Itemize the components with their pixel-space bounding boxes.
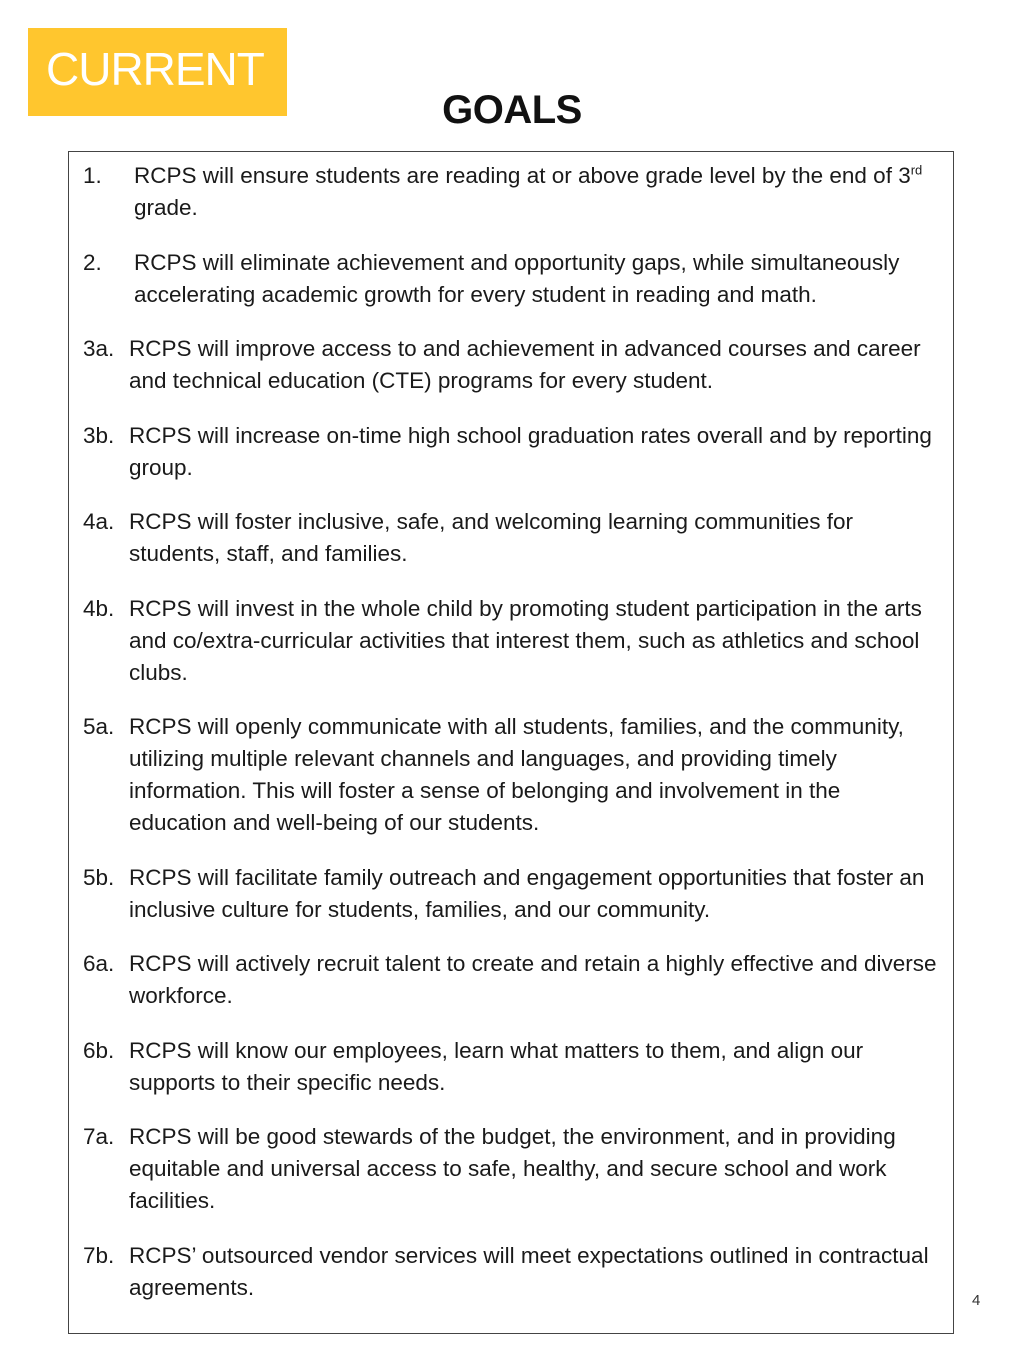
goal-text: RCPS will actively recruit talent to create and retain a highly effective and diverse workforce. [129,951,937,1008]
goal-item-6a [83,948,943,1012]
goal-item-4b [83,593,943,689]
page-title: GOALS [442,88,582,132]
goal-number: 4b. [83,595,115,621]
goal-item-5b [83,862,943,926]
goal-number: 3b. [83,422,115,448]
goal-text [134,160,943,224]
goal-text: RCPS will openly communicate with all students, families, and the community, utilizing multiple relevant channels and languages, and providing timely information. This will foster a sense of belonging and involvement in the education and well-being of our students. [129,714,904,835]
goal-text: RCPS will foster inclusive, safe, and welcoming learning communities for students, staff, and families. [129,509,854,566]
goal-number: 6b. [83,1037,115,1063]
goals-box [68,151,954,1334]
ordinal-suffix: rd [910,162,923,178]
goal-number: 4a. [83,509,115,534]
goal-item-4a [83,506,943,570]
goal-number: 7a. [83,1124,115,1149]
goal-item-3b [83,420,943,484]
goal-number: 6a. [83,951,115,976]
goal-item-7a [83,1121,943,1217]
goal-text-part: RCPS will ensure students are reading at or above grade level by the end of 3 [134,163,911,188]
goal-number: 7b. [83,1242,115,1268]
goal-text: RCPS will be good stewards of the budget, the environment, and in providing equitable and universal access to safe, healthy, and secure school and work facilities. [129,1124,896,1213]
goal-item-1 [83,160,943,224]
goal-text: RCPS will invest in the whole child by promoting student participation in the arts and co/extra-curricular activities that interest them, such as athletics and school clubs. [129,595,922,685]
goal-item-3a [83,333,943,397]
goals-list [83,160,943,1326]
goal-text: RCPS will improve access to and achievement in advanced courses and career and technical education (CTE) programs for every student. [129,336,921,393]
goal-number: 1. [83,163,102,188]
goal-number: 3a. [83,336,115,361]
goal-item-7b [83,1240,943,1304]
goal-item-2 [83,247,943,311]
page-number: 4 [972,1292,981,1309]
goal-text: RCPS’ outsourced vendor services will meet expectations outlined in contractual agreements. [129,1242,929,1300]
goal-text-part: grade. [134,195,198,220]
goal-item-6b [83,1035,943,1099]
goal-text: RCPS will know our employees, learn what matters to them, and align our supports to their specific needs. [129,1037,864,1095]
goal-text: RCPS will eliminate achievement and opportunity gaps, while simultaneously accelerating academic growth for every student in reading and math. [134,249,900,307]
goal-text: RCPS will increase on-time high school graduation rates overall and by reporting group. [129,422,932,480]
goal-text: RCPS will facilitate family outreach and engagement opportunities that foster an inclusive culture for students, families, and our community. [129,864,925,922]
badge-label: CURRENT [46,43,264,95]
goal-number: 5b. [83,864,115,890]
goal-number: 5a. [83,714,115,739]
goal-number: 2. [83,249,102,275]
goal-item-5a [83,711,943,839]
